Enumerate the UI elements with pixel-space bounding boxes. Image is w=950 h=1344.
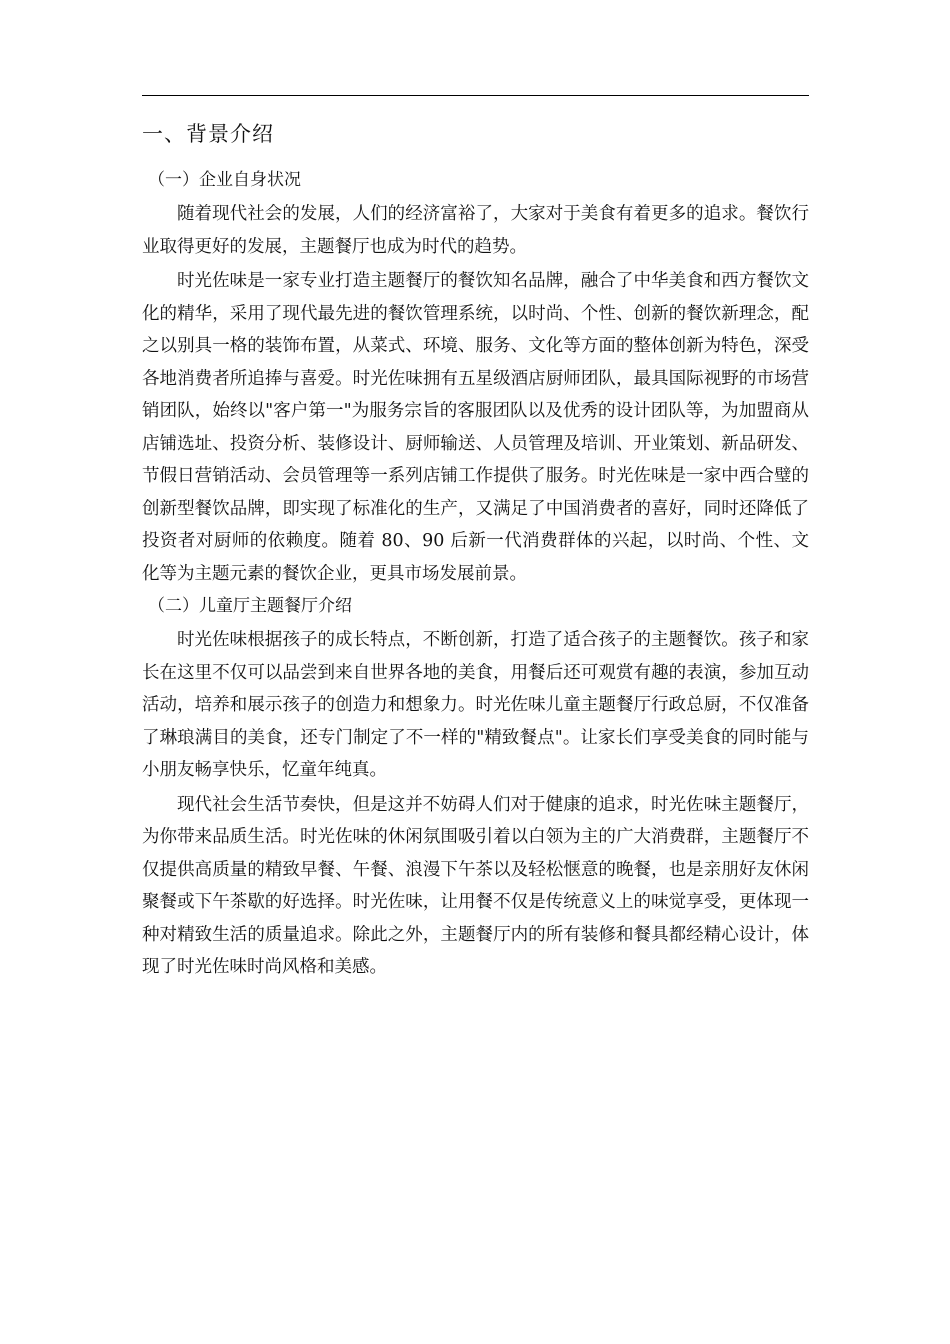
paragraph: 时光佐味根据孩子的成长特点，不断创新，打造了适合孩子的主题餐饮。孩子和家长在这里不仅可以品尝到来自世界各地的美食，用餐后还可观赏有趣的表演，参加互动活动，培养和展示孩子的创造力和想象力。时光佐味儿童主题餐厅行政总厨，不仅准备了琳琅满目的美食，还专门制定了不一样的"精致餐点"。让家长们享受美食的同时能与小朋友畅享快乐，忆童年纯真。 [142, 630, 809, 780]
paragraph: 随着现代社会的发展，人们的经济富裕了，大家对于美食有着更多的追求。餐饮行业取得更好的发展，主题餐厅也成为时代的趋势。 [142, 204, 809, 257]
section-heading: 一、背景介绍 [142, 122, 274, 146]
document-body [142, 112, 809, 984]
paragraph: 时光佐味是一家专业打造主题餐厅的餐饮知名品牌，融合了中华美食和西方餐饮文化的精华，采用了现代最先进的餐饮管理系统，以时尚、个性、创新的餐饮新理念，配之以别具一格的装饰布置，从菜式、环境、服务、文化等方面的整体创新为特色，深受各地消费者所追捧与喜爱。时光佐味拥有五星级酒店厨师团队，最具国际视野的市场营销团队，始终以"客户第一"为服务宗旨的客服团队以及优秀的设计团队等，为加盟商从店铺选址、投资分析、装修设计、厨师输送、人员管理及培训、开业策划、新品研发、节假日营销活动、会员管理等一系列店铺工作提供了服务。时光佐味是一家中西合璧的创新型餐饮品牌，即实现了标准化的生产，又满足了中国消费者的喜好，同时还降低了投资者对厨师的依赖度。随着 80、90 后新一代消费群体的兴起，以时尚、个性、文化等为主题元素的餐饮企业，更具市场发展前景。 [142, 271, 809, 584]
paragraph: 现代社会生活节奏快，但是这并不妨碍人们对于健康的追求，时光佐味主题餐厅，为你带来品质生活。时光佐味的休闲氛围吸引着以白领为主的广大消费群，主题餐厅不仅提供高质量的精致早餐、午餐、浪漫下午茶以及轻松惬意的晚餐，也是亲朋好友休闲聚餐或下午茶歇的好选择。时光佐味，让用餐不仅是传统意义上的味觉享受，更体现一种对精致生活的质量追求。除此之外，主题餐厅内的所有装修和餐具都经精心设计，体现了时光佐味时尚风格和美感。 [142, 794, 809, 977]
header-rule [142, 95, 809, 96]
subsection-title-kids-restaurant: （二）儿童厅主题餐厅介绍 [148, 596, 352, 616]
subsection-title-company: （一）企业自身状况 [148, 170, 301, 190]
